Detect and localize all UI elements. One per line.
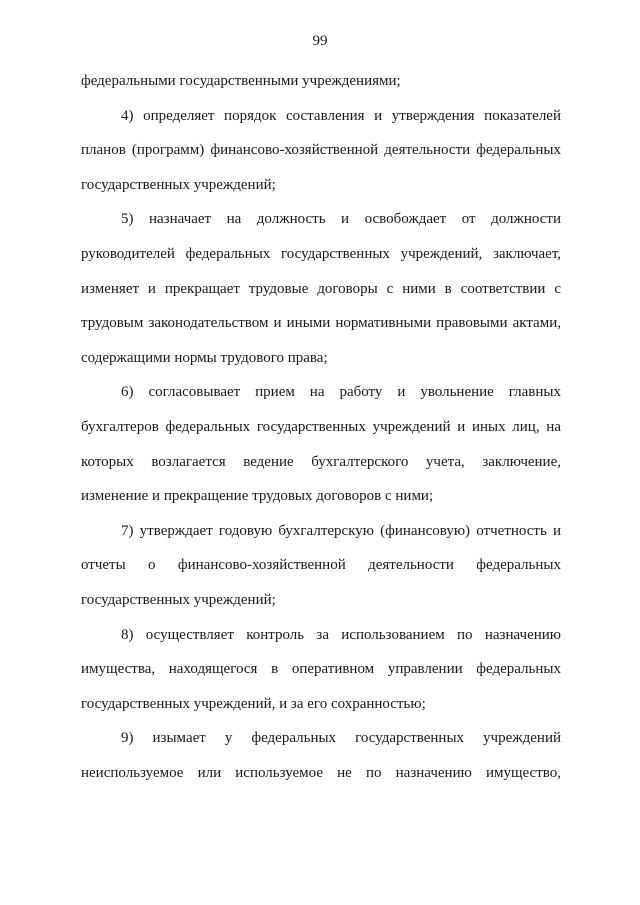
paragraph-item-8: 8) осуществляет контроль за использованием по назначению имущества, находящегося в оперативном управлении федеральных государственных учреждений, и за его сохранностью; bbox=[81, 626, 561, 712]
page-number: 99 bbox=[312, 33, 328, 49]
paragraph-item-7: 7) утверждает годовую бухгалтерскую (финансовую) отчетность и отчеты о финансово-хозяйственной деятельности федеральных государственных учреждений; bbox=[81, 522, 561, 608]
document-body bbox=[81, 64, 561, 790]
paragraph-item-4: 4) определяет порядок составления и утверждения показателей планов (программ) финансово-хозяйственной деятельности федеральных государственных учреждений; bbox=[81, 107, 561, 193]
paragraph-item-5: 5) назначает на должность и освобождает от должности руководителей федеральных государственных учреждений, заключает, изменяет и прекращает трудовые договоры с ними в соответствии с трудовым законодательством и иными нормативными правовыми актами, содержащими нормы трудового права; bbox=[81, 211, 561, 366]
paragraph-item-9: 9) изымает у федеральных государственных учреждений неиспользуемое или используемое не по назначению имущество, bbox=[81, 730, 561, 781]
paragraph-item-6: 6) согласовывает прием на работу и увольнение главных бухгалтеров федеральных государственных учреждений и иных лиц, на которых возлагается ведение бухгалтерского учета, заключение, изменение и прекращение трудовых договоров с ними; bbox=[81, 384, 561, 505]
paragraph-continuation: федеральными государственными учреждениями; bbox=[81, 73, 401, 89]
